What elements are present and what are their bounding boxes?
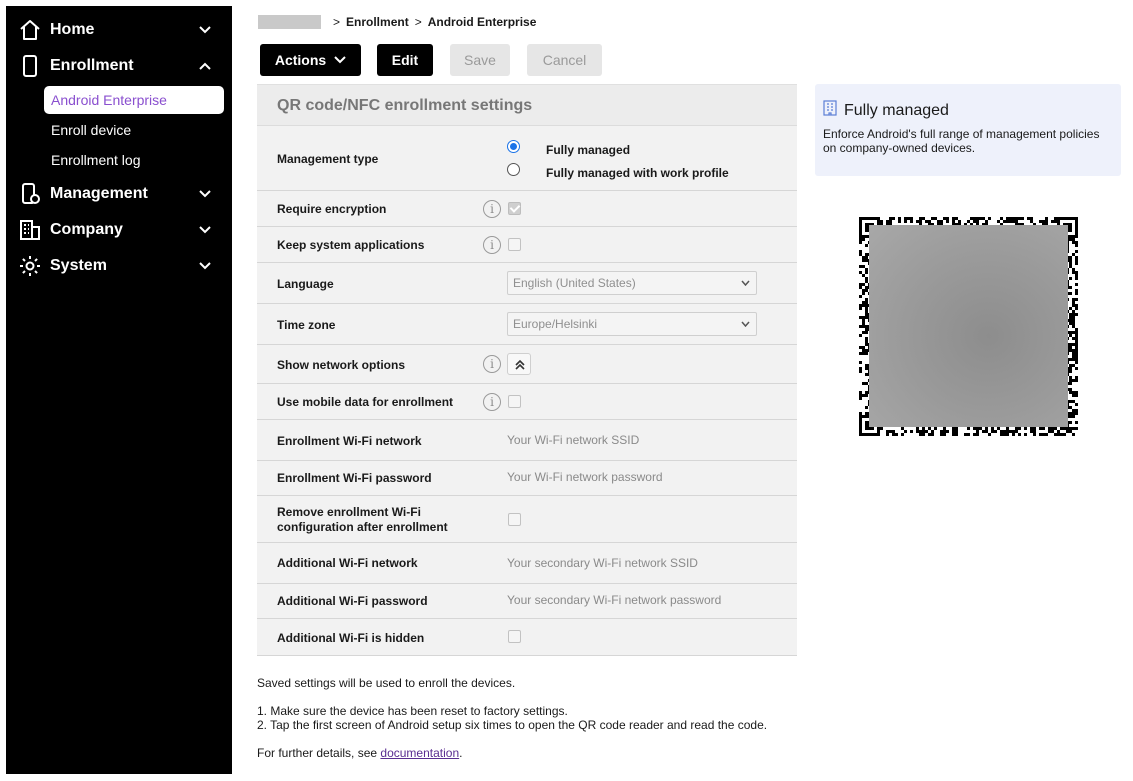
sidebar-subitem-android-enterprise[interactable]: Android Enterprise [44, 86, 224, 114]
remove-wifi-config-checkbox[interactable] [508, 513, 521, 526]
radio-label: Fully managed with work profile [546, 166, 729, 180]
device-gear-icon [18, 182, 42, 206]
sidebar [6, 6, 232, 774]
select-value: Europe/Helsinki [513, 317, 598, 331]
row-label: Use mobile data for enrollment [277, 395, 454, 409]
cancel-button[interactable]: Cancel [527, 44, 602, 76]
radio-fully-managed-work-profile[interactable] [507, 163, 520, 176]
additional-wifi-network-input[interactable]: Your secondary Wi-Fi network SSID [507, 556, 698, 570]
chevron-down-icon [198, 223, 212, 237]
management-type-info-card [815, 84, 1121, 176]
sidebar-item-system[interactable] [6, 248, 232, 284]
row-additional-wifi-hidden [257, 619, 797, 656]
row-use-mobile-data [257, 384, 797, 420]
row-enrollment-wifi-network [257, 420, 797, 461]
double-chevron-up-icon [514, 359, 526, 371]
chevron-down-icon [198, 187, 212, 201]
breadcrumb-item-current: Android Enterprise [427, 15, 537, 29]
chevron-down-icon [334, 56, 346, 64]
edit-button[interactable]: Edit [377, 44, 433, 76]
actions-button-label: Actions [274, 52, 327, 68]
instruction-step-1: 1. Make sure the device has been reset to factory settings. [257, 704, 568, 718]
home-icon [18, 18, 42, 42]
info-icon[interactable]: i [483, 200, 501, 218]
wifi-password-input[interactable]: Your Wi-Fi network password [507, 470, 663, 484]
breadcrumb [327, 15, 536, 29]
chevron-up-icon [198, 59, 212, 73]
sidebar-item-management[interactable] [6, 176, 232, 212]
row-show-network-options [257, 345, 797, 384]
sidebar-item-label: Home [50, 21, 95, 38]
sidebar-item-label: Enrollment [50, 57, 134, 74]
card-description: Enforce Android's full range of management policies on company-owned devices. [823, 127, 1100, 155]
saved-settings-note: Saved settings will be used to enroll the devices. [257, 676, 516, 690]
row-label: Keep system applications [277, 238, 425, 252]
use-mobile-data-checkbox[interactable] [508, 395, 521, 408]
app-window [6, 6, 1127, 774]
breadcrumb-redacted [258, 15, 321, 29]
row-additional-wifi-password [257, 584, 797, 619]
chevron-down-icon [198, 259, 212, 273]
row-label: Show network options [277, 358, 405, 372]
gear-icon [18, 254, 42, 278]
info-icon[interactable]: i [483, 355, 501, 373]
instruction-step-2: 2. Tap the first screen of Android setup six times to open the QR code reader and read the code. [257, 718, 768, 732]
radio-label: Fully managed [546, 143, 631, 157]
radio-fully-managed[interactable] [507, 140, 520, 153]
building-icon [823, 100, 837, 116]
keep-system-apps-checkbox[interactable] [508, 238, 521, 251]
enrollment-settings-panel [257, 84, 797, 656]
collapse-network-options-button[interactable] [507, 353, 531, 375]
sidebar-item-enrollment[interactable] [6, 48, 232, 84]
sidebar-item-label: System [50, 257, 107, 274]
time-zone-select[interactable] [507, 312, 757, 336]
documentation-link[interactable]: documentation [380, 746, 460, 760]
breadcrumb-separator: > [414, 15, 422, 29]
building-icon [18, 218, 42, 242]
additional-wifi-password-input[interactable]: Your secondary Wi-Fi network password [507, 593, 722, 607]
row-label-line1: Remove enrollment Wi-Fi [277, 505, 421, 519]
row-require-encryption [257, 191, 797, 227]
sidebar-subitem-enrollment-log[interactable]: Enrollment log [51, 152, 141, 168]
row-label: Additional Wi-Fi network [277, 556, 418, 570]
row-time-zone [257, 304, 797, 345]
require-encryption-checkbox[interactable] [508, 202, 521, 215]
sidebar-item-label: Management [50, 185, 148, 202]
qr-code [859, 217, 1078, 436]
row-language [257, 263, 797, 304]
select-value: English (United States) [513, 276, 636, 290]
further-details-note [257, 746, 462, 760]
info-icon[interactable]: i [483, 393, 501, 411]
chevron-down-icon [741, 321, 750, 327]
phone-icon [18, 54, 42, 78]
language-select[interactable] [507, 271, 757, 295]
sidebar-item-company[interactable] [6, 212, 232, 248]
row-label: Enrollment Wi-Fi password [277, 471, 432, 485]
wifi-network-input[interactable]: Your Wi-Fi network SSID [507, 433, 640, 447]
row-management-type [257, 126, 797, 191]
breadcrumb-separator: > [333, 15, 341, 29]
panel-header [257, 84, 797, 126]
row-label: Management type [277, 152, 379, 166]
main-content [232, 6, 1127, 774]
further-details-prefix: For further details, see [257, 746, 381, 760]
sidebar-subitem-enroll-device[interactable]: Enroll device [51, 122, 132, 138]
info-icon[interactable]: i [483, 236, 501, 254]
row-additional-wifi-network [257, 543, 797, 584]
row-label: Require encryption [277, 202, 387, 216]
card-title: Fully managed [844, 102, 949, 119]
row-label: Enrollment Wi-Fi network [277, 434, 422, 448]
sidebar-item-home[interactable] [6, 12, 232, 48]
qr-code-redacted [869, 225, 1068, 427]
row-remove-wifi-config [257, 496, 797, 543]
additional-wifi-hidden-checkbox[interactable] [508, 630, 521, 643]
row-enrollment-wifi-password [257, 461, 797, 496]
panel-title: QR code/NFC enrollment settings [277, 97, 533, 114]
save-button[interactable]: Save [450, 44, 510, 76]
chevron-down-icon [198, 23, 212, 37]
further-details-suffix: . [459, 746, 463, 760]
row-label: Additional Wi-Fi password [277, 594, 428, 608]
chevron-down-icon [741, 280, 750, 286]
row-keep-system-apps [257, 227, 797, 263]
row-label: Time zone [277, 318, 336, 332]
sidebar-item-label: Company [50, 221, 123, 238]
actions-button[interactable] [260, 44, 361, 76]
row-label-line2: configuration after enrollment [277, 520, 448, 534]
row-label: Additional Wi-Fi is hidden [277, 631, 425, 645]
breadcrumb-item-enrollment[interactable]: Enrollment [346, 15, 409, 29]
row-label: Language [277, 277, 334, 291]
